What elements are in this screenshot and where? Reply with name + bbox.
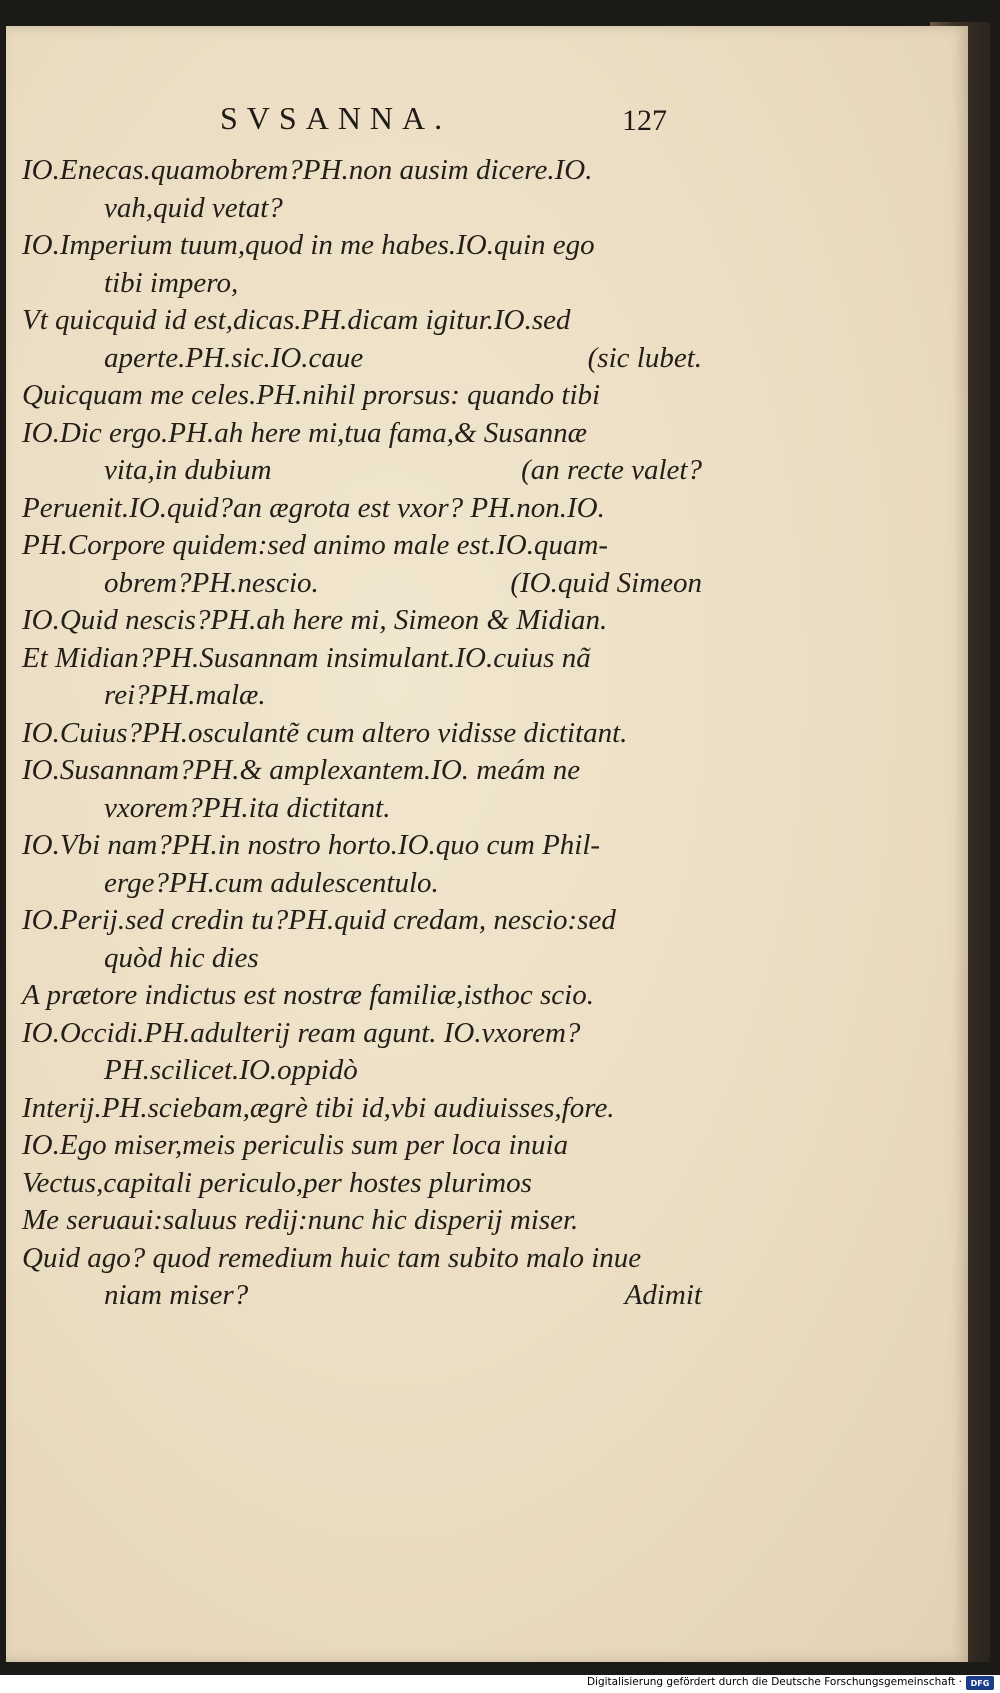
text-line (22, 1052, 702, 1090)
page-header (0, 100, 680, 150)
text-line (22, 340, 702, 378)
line-text-right: (an recte valet? (521, 454, 702, 486)
line-text: IO.Perij.sed credin tu?PH.quid credam, nescio:sed (22, 904, 616, 936)
text-line (22, 302, 702, 340)
text-line (22, 152, 702, 190)
line-text: aperte.PH.sic.IO.caue (104, 341, 364, 374)
text-line (22, 1277, 702, 1315)
text-line (22, 565, 702, 603)
line-text: quòd hic dies (104, 941, 259, 974)
text-line (22, 865, 702, 903)
line-text-right: (sic lubet. (587, 341, 702, 374)
line-text: erge?PH.cum adulescentulo. (104, 866, 439, 899)
line-text: Quid ago? quod remedium huic tam subito malo inue (22, 1241, 642, 1274)
line-text: niam miser? (104, 1279, 249, 1311)
text-line (22, 977, 702, 1015)
text-line (22, 752, 702, 790)
text-line (22, 1127, 702, 1165)
line-text: Et Midian?PH.Susannam insimulant.IO.cuius nã (22, 641, 591, 674)
line-text: Quicquam me celes.PH.nihil prorsus: quando tibi (22, 379, 601, 411)
line-text: vxorem?PH.ita dictitant. (104, 791, 391, 824)
line-text: Interij.PH.sciebam,ægrè tibi id,vbi audiuisses,fore. (22, 1091, 615, 1124)
text-line (22, 1240, 702, 1278)
text-line (22, 602, 702, 640)
text-line (22, 827, 702, 865)
text-line (22, 1202, 702, 1240)
footer (0, 1675, 1000, 1693)
line-text-right: Adimit (624, 1279, 702, 1311)
line-text: Vt quicquid id est,dicas.PH.dicam igitur.IO.sed (22, 304, 571, 336)
text-line (22, 1165, 702, 1203)
text-line (22, 227, 702, 265)
text-line (22, 415, 702, 453)
dfg-logo: DFG (966, 1676, 994, 1690)
line-text: vah,quid vetat? (104, 191, 283, 224)
text-line (22, 715, 702, 753)
line-text: Peruenit.IO.quid?an ægrota est vxor? PH.non.IO. (22, 491, 605, 524)
text-line (22, 1015, 702, 1053)
running-title: SVSANNA. (220, 100, 452, 136)
text-line (22, 640, 702, 678)
line-text: tibi impero, (104, 266, 239, 299)
text-line (22, 490, 702, 528)
text-line (22, 1090, 702, 1128)
text-line (22, 677, 702, 715)
text-line (22, 940, 702, 978)
funding-credit: Digitalisierung gefördert durch die Deutsche Forschungsgemeinschaft · (586, 1676, 962, 1688)
line-text: A prætore indictus est nostræ familiæ,isthoc scio. (22, 979, 594, 1011)
text-line (22, 265, 702, 303)
line-text: IO.Imperium tuum,quod in me habes.IO.quin ego (22, 229, 595, 261)
text-line (22, 452, 702, 490)
page-number: 127 (622, 104, 667, 137)
line-text: IO.Enecas.quamobrem?PH.non ausim dicere.IO. (22, 154, 593, 186)
line-text: IO.Vbi nam?PH.in nostro horto.IO.quo cum Phil- (22, 829, 601, 861)
text-line (22, 190, 702, 228)
text-line (22, 527, 702, 565)
line-text: Me seruaui:saluus redij:nunc hic disperij miser. (22, 1204, 579, 1236)
text-line (22, 902, 702, 940)
text-line (22, 790, 702, 828)
line-text: Vectus,capitali periculo,per hostes plurimos (22, 1166, 532, 1199)
line-text: IO.Ego miser,meis periculis sum per loca inuia (22, 1129, 569, 1161)
line-text: IO.Susannam?PH.& amplexantem.IO. meám ne (22, 754, 581, 786)
line-text: rei?PH.malæ. (104, 679, 266, 711)
line-text: vita,in dubium (104, 454, 272, 486)
line-text: IO.Occidi.PH.adulterij ream agunt. IO.vxorem? (22, 1016, 581, 1049)
line-text: obrem?PH.nescio. (104, 566, 319, 599)
text-block (22, 152, 702, 1315)
text-line (22, 377, 702, 415)
line-text: PH.Corpore quidem:sed animo male est.IO.quam- (22, 529, 609, 561)
line-text: IO.Quid nescis?PH.ah here mi, Simeon & Midian. (22, 604, 608, 636)
line-text: IO.Dic ergo.PH.ah here mi,tua fama,& Susannæ (22, 416, 587, 449)
line-text: PH.scilicet.IO.oppidò (104, 1054, 358, 1086)
line-text-right: (IO.quid Simeon (510, 566, 702, 599)
line-text: IO.Cuius?PH.osculantẽ cum altero vidisse dictitant. (22, 716, 628, 749)
